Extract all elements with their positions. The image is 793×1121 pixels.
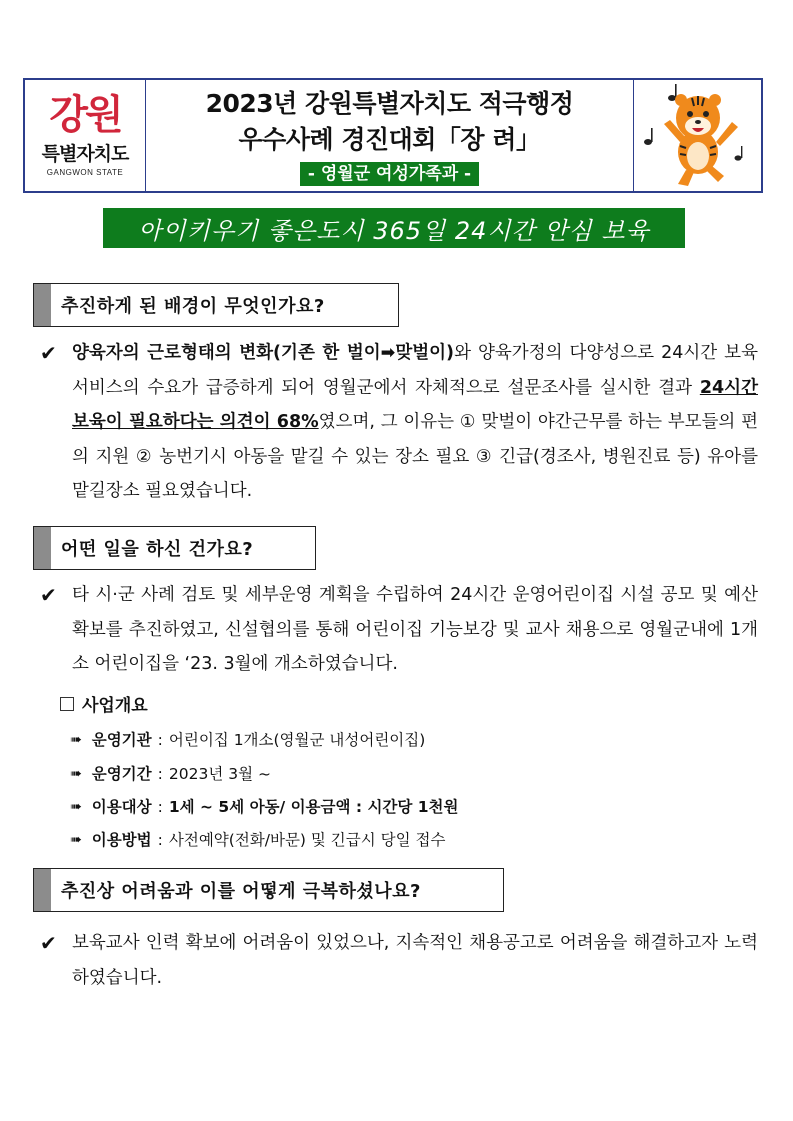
section-heading-difficulty: [33, 868, 504, 912]
title-block: [146, 80, 633, 191]
overview-item: ➠ 운영기관 : 어린이집 1개소(영월군 내성어린이집): [70, 731, 426, 749]
section-heading-work: [33, 526, 316, 570]
gangwon-logo: [25, 80, 146, 191]
logo-english-text: GANGWON STATE: [46, 167, 124, 177]
section-background-paragraph: [40, 336, 758, 509]
title-line-1: 2023년 강원특별자치도 적극행정: [205, 89, 574, 118]
tiger-mascot-icon: [634, 80, 760, 191]
checkbox-square-icon: [60, 697, 74, 711]
background-text: 양육자의 근로형태의 변화(기존 한 벌이➡맞벌이)와 양육가정의 다양성으로 24시간 보육서비스의 수요가 급증하게 되어 영월군에서 자체적으로 설문조사를 실시한 결과 24시간 보육이 필요하다는 의견이 68%였으며, 그 이유는 ① 맞벌이 야간근무를 하는 부모들의 편의 지원 ② 농번기시 아동을 맡길 수 있는 장소 필요 ③ 긴급(경조사, 병원진료 등) 유아를 맡길장소 필요였습니다.: [72, 343, 758, 501]
work-text: 타 시·군 사례 검토 및 세부운영 계획을 수립하여 24시간 운영어린이집 시설 공모 및 예산확보를 추진하였고, 신설협의를 통해 어린이집 기능보강 및 교사 채용으로 영월군내에 1개소 어린이집을 ‘23. 3월에 개소하였습니다.: [72, 585, 758, 674]
slogan-banner: 아이키우기 좋은도시 365일 24시간 안심 보육: [103, 208, 685, 248]
difficulty-text: 보육교사 인력 확보에 어려움이 있었으나, 지속적인 채용공고로 어려움을 해결하고자 노력하였습니다.: [72, 933, 758, 988]
arrow-icon: ➠: [70, 732, 82, 748]
overview-item: ➠ 이용대상 : 1세 ~ 5세 아동/ 이용금액 : 시간당 1천원: [70, 798, 459, 816]
checkmark-icon: ✔: [40, 931, 57, 955]
arrow-icon: ➠: [70, 832, 82, 848]
mascot-cell: [633, 80, 761, 191]
heading-text: 추진하게 된 배경이 무엇인가요?: [61, 296, 325, 317]
overview-item: ➠ 이용방법 : 사전예약(전화/바문) 및 긴급시 당일 접수: [70, 831, 446, 849]
logo-sub-text: 특별자치도: [41, 142, 129, 165]
heading-text: 추진상 어려움과 이를 어떻게 극복하셨나요?: [61, 881, 421, 902]
section-work-paragraph: [40, 578, 758, 682]
arrow-icon: ➠: [70, 766, 82, 782]
heading-accent-bar: [34, 527, 51, 569]
arrow-icon: ➠: [70, 799, 82, 815]
checkmark-icon: ✔: [40, 583, 57, 607]
logo-main-text: 강원: [49, 91, 121, 138]
overview-item: ➠ 운영기간 : 2023년 3월 ~: [70, 765, 271, 783]
checkmark-icon: ✔: [40, 341, 57, 365]
section-difficulty-paragraph: [40, 926, 758, 995]
header-box: [23, 78, 763, 193]
heading-text: 어떤 일을 하신 건가요?: [61, 539, 254, 560]
title-line-2: 우수사례 경진대회「장 려」: [238, 125, 541, 154]
heading-accent-bar: [34, 869, 51, 911]
overview-title: 사업개요: [60, 691, 148, 716]
heading-accent-bar: [34, 284, 51, 326]
department-label: - 영월군 여성가족과 -: [300, 162, 479, 186]
section-heading-background: [33, 283, 399, 327]
